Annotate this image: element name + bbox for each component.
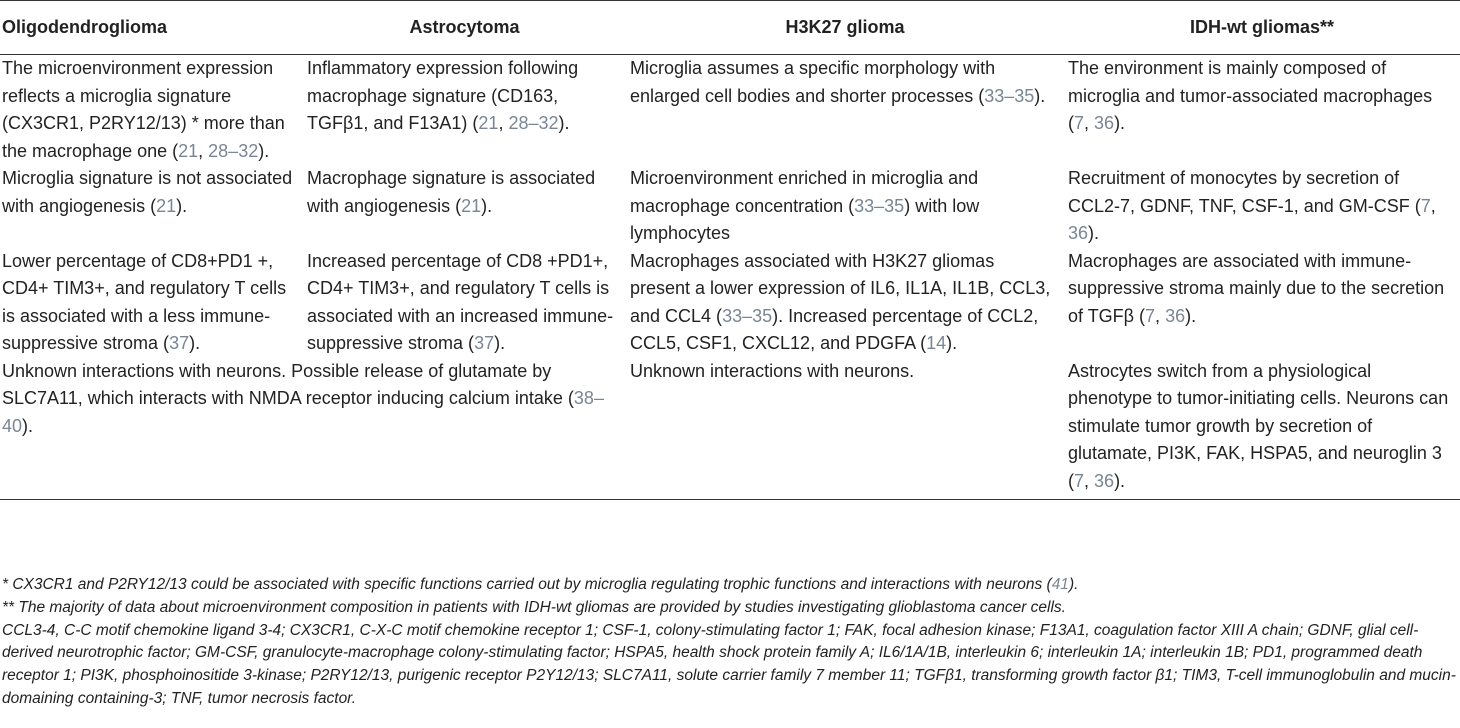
cell-h3k27-glioma xyxy=(626,248,1064,358)
text-run: Macrophages are associated with immune-suppressive stroma mainly due to the secretion of TGFβ ( xyxy=(1068,250,1445,326)
text-run: Macrophages associated with H3K27 gliomas present a lower expression of IL6, IL1A, IL1B, CCL3, and CCL4 ( xyxy=(630,250,1051,326)
text-run: * CX3CR1 and P2RY12/13 could be associated with specific functions carried out by microglia regulating trophic functions and interactions with neurons ( xyxy=(2,576,1052,593)
citation-link[interactable]: 36 xyxy=(1094,470,1115,491)
citation-link[interactable]: 14 xyxy=(926,333,947,353)
citation-link[interactable]: 7 xyxy=(1145,305,1156,326)
table-row xyxy=(0,248,1460,358)
footnote-single-asterisk xyxy=(0,574,1460,597)
cell-oligodendroglioma xyxy=(0,248,303,358)
text-run: ). xyxy=(176,195,188,216)
table-row xyxy=(0,165,1460,248)
cell-idh-wt-gliomas xyxy=(1064,55,1460,166)
citation-link[interactable]: 41 xyxy=(1051,576,1069,593)
citation-link[interactable]: 21 xyxy=(478,113,499,133)
text-run: Macrophage signature is associated with angiogenesis ( xyxy=(307,168,596,216)
header-h3k27-glioma: H3K27 glioma xyxy=(626,1,1064,55)
cell-astrocytoma xyxy=(303,165,626,248)
citation-link[interactable]: 37 xyxy=(474,333,495,353)
text-run: , xyxy=(498,113,509,133)
text-run: Unknown interactions with neurons. xyxy=(630,360,915,381)
cell-h3k27-glioma xyxy=(626,165,1064,248)
text-run: , xyxy=(1155,305,1166,326)
footnote-double-asterisk xyxy=(0,597,1460,620)
citation-link[interactable]: 28–32 xyxy=(508,113,559,133)
text-run: ** The majority of data about microenvironment composition in patients with IDH-wt gliomas are provided by studies investigating glioblastoma cancer cells. xyxy=(2,598,1066,616)
citation-link[interactable]: 33–35 xyxy=(984,85,1035,106)
citation-link[interactable]: 33–35 xyxy=(854,195,905,216)
text-run: ). xyxy=(258,140,270,161)
cell-oligodendroglioma xyxy=(0,55,303,166)
header-row xyxy=(0,1,1460,55)
text-run: ). xyxy=(946,333,958,353)
citation-link[interactable]: 7 xyxy=(1074,113,1085,133)
text-run: ). xyxy=(1185,305,1197,326)
text-run: ). xyxy=(1034,85,1046,106)
text-run: The environment is mainly composed of microglia and tumor-associated macrophages ( xyxy=(1068,58,1433,133)
text-run: Microglia signature is not associated with angiogenesis ( xyxy=(2,168,293,216)
text-run: Microglia assumes a specific morphology with enlarged cell bodies and shorter processes ( xyxy=(630,58,996,106)
text-run: ). xyxy=(1114,113,1126,133)
citation-link[interactable]: 21 xyxy=(156,195,177,216)
text-run: Astrocytes switch from a physiological phenotype to tumor-initiating cells. Neurons can stimulate tumor growth by secretion of glutamate, PI3K, FAK, HSPA5, and neuroglin 3 ( xyxy=(1068,360,1449,491)
citation-link[interactable]: 36 xyxy=(1094,113,1115,133)
footnote-abbreviations xyxy=(0,620,1460,711)
text-run: The microenvironment expression reflects a microglia signature (CX3CR1, P2RY12/13) * more than the macrophage one ( xyxy=(2,58,285,161)
text-run: Unknown interactions with neurons. Possible release of glutamate by SLC7A11, which interacts with NMDA receptor inducing calcium intake ( xyxy=(2,360,574,408)
text-run: Increased percentage of CD8 +PD1+, CD4+ TIM3+, and regulatory T cells is associated with an increased immune-suppressive stroma ( xyxy=(307,250,614,353)
cell-h3k27-glioma xyxy=(626,358,1064,500)
citation-link[interactable]: 37 xyxy=(169,333,190,353)
text-run: ). xyxy=(22,415,34,436)
cell-astrocytoma xyxy=(303,248,626,358)
text-run: ). xyxy=(1068,576,1079,593)
citation-link[interactable]: 7 xyxy=(1074,470,1085,491)
table-footnotes xyxy=(0,574,1460,711)
text-run: ) with low lymphocytes xyxy=(630,195,980,243)
text-run: ). xyxy=(189,333,201,353)
cell-oligodendroglioma xyxy=(0,165,303,248)
text-run: ). xyxy=(1114,470,1126,491)
text-run: , xyxy=(1084,470,1095,491)
text-run: Inflammatory expression following macrophage signature (CD163, TGFβ1, and F13A1) ( xyxy=(307,58,579,133)
cell-astrocytoma xyxy=(303,55,626,166)
text-run: Recruitment of monocytes by secretion of CCL2-7, GDNF, TNF, CSF-1, and GM-CSF ( xyxy=(1068,168,1421,216)
citation-link[interactable]: 33–35 xyxy=(722,305,773,326)
text-run: CCL3-4, C-C motif chemokine ligand 3-4; CX3CR1, C-X-C motif chemokine receptor 1; CSF-1, colony-stimulating factor 1; FAK, focal adhesion kinase; F13A1, coagulation factor XIII A chain; GDNF, glial cell-derived neurotrophic factor; GM-CSF, granulocyte-macrophage colony-stimulating factor; HSPA5, health shock protein family A; IL6/1A/1B, interleukin 6; interleukin 1A; interleukin 1B; PD1, programmed death receptor 1; PI3K, phosphoinositide 3-kinase; P2RY12/13, purigenic receptor P2Y12/13; SLC7A11, solute carrier family 7 member 11; TGFβ1, transforming growth factor β1; TIM3, T-cell immunoglobulin and mucin-domaining containing-3; TNF, tumor necrosis factor. xyxy=(2,621,1456,707)
header-astrocytoma: Astrocytoma xyxy=(303,1,626,55)
citation-link[interactable]: 7 xyxy=(1420,195,1431,216)
cell-idh-wt-gliomas xyxy=(1064,248,1460,358)
cell-h3k27-glioma xyxy=(626,55,1064,166)
citation-link[interactable]: 36 xyxy=(1068,223,1089,243)
table-row xyxy=(0,55,1460,166)
text-run: ). xyxy=(481,195,493,216)
text-run: , xyxy=(1084,113,1095,133)
text-run: Lower percentage of CD8+PD1 +, CD4+ TIM3+, and regulatory T cells is associated with a less immune-suppressive stroma ( xyxy=(2,250,287,353)
citation-link[interactable]: 38–40 xyxy=(2,388,604,436)
text-run: , xyxy=(198,140,209,161)
text-run: ). xyxy=(494,333,506,353)
citation-link[interactable]: 21 xyxy=(178,140,199,161)
cell-idh-wt-gliomas xyxy=(1064,358,1460,500)
citation-link[interactable]: 36 xyxy=(1165,305,1186,326)
table-row xyxy=(0,358,1460,500)
text-run: ). Increased percentage of CCL2, CCL5, CSF1, CXCL12, and PDGFA ( xyxy=(630,305,1039,353)
text-run: Microenvironment enriched in microglia and macrophage concentration ( xyxy=(630,168,979,216)
cell-idh-wt-gliomas xyxy=(1064,165,1460,248)
citation-link[interactable]: 21 xyxy=(461,195,482,216)
header-idh-wt-gliomas: IDH-wt gliomas** xyxy=(1064,1,1460,55)
citation-link[interactable]: 28–32 xyxy=(208,140,259,161)
text-run: ). xyxy=(558,113,570,133)
text-run: ). xyxy=(1088,223,1100,243)
text-run: , xyxy=(1430,195,1436,216)
cell-oligo-astro-merged xyxy=(0,358,626,500)
header-oligodendroglioma: Oligodendroglioma xyxy=(0,1,303,55)
